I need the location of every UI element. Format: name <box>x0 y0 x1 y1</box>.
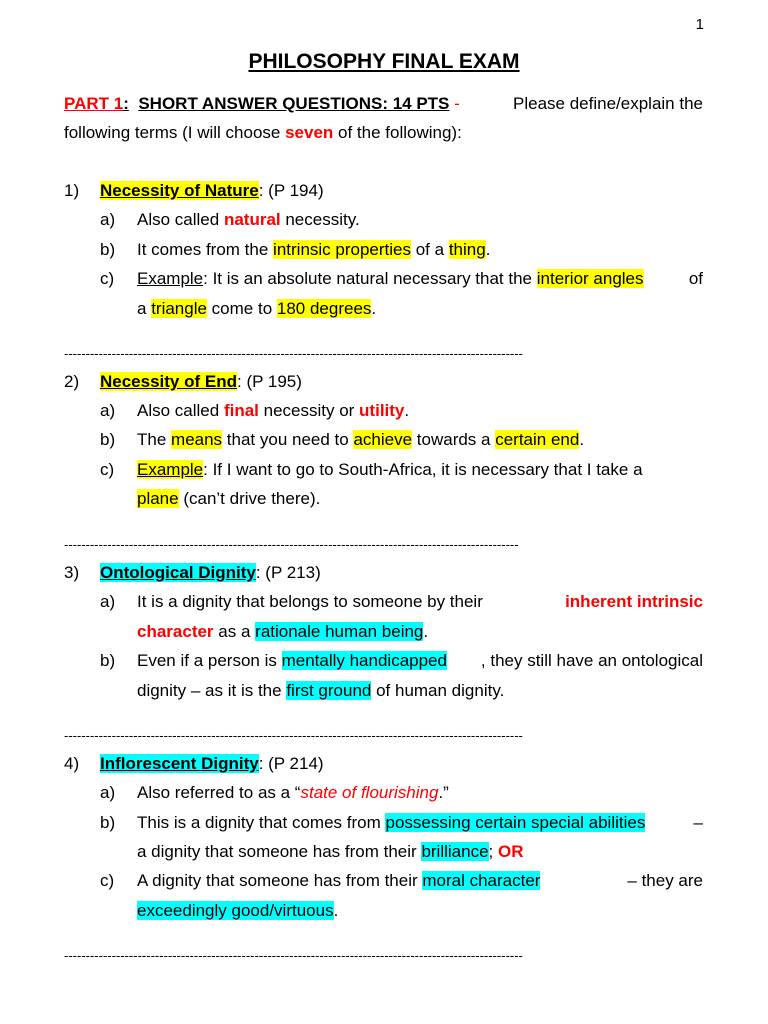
term: Inflorescent Dignity <box>100 754 259 773</box>
page-number: 1 <box>695 16 704 33</box>
document-page: 1 PHILOSOPHY FINAL EXAM PART 1: SHORT ANSWER QUESTIONS: 14 PTS - Please define/explain the following terms (I will choose seven of the following): 1) Necessity of Nature: (P 194) a) Also called natural necessity. b) It comes from the intrinsic properties of a thing. c) Example: It is an absolute natural necessary that the interior angles of a triangle come to 180 degrees. ---------------------------------------------------------------------------------------------------------- 2) Necessity of End: (P 195) a) Also called final necessity or utility. b) The means that you need to achieve towards a certain end. c) Example: If I want to go to South-Africa, it is necessary that I take a plane (can’t drive there). --------------------------------------------------------------------------------------------------------- 3) Ontological Dignity: (P 213) a) It is a dignity that belongs to someone by their inherent intrinsic character as a rationale human being. b) Even if a person is mentally handicapped , they still have an ontological dignity – as it is the first ground of human dignity. ---------------------------------------------------------------------------------------------------------- 4) Inflorescent Dignity: (P 214) a) Also referred to as a “state of flourishing.” b) This is a dignity that comes from possessing certain special abilities – a dignity that someone has from their brilliance; OR c) A dignity that someone has from their moral character – they are exceedingly good/virtuous. ---------------------------------------------------------------------------------------------------------- <box>0 0 768 1024</box>
list-item-continued: plane (can’t drive there). <box>137 489 321 508</box>
item-number: 1) <box>64 181 80 200</box>
list-item: It comes from the intrinsic properties of a thing. <box>137 240 491 259</box>
list-item: This is a dignity that comes from possessing certain special abilities – <box>137 813 703 832</box>
separator-line: ---------------------------------------------------------------------------------------------------------- <box>64 949 523 963</box>
list-item: A dignity that someone has from their moral character – they are <box>137 871 703 890</box>
part-intro-line-1: PART 1: SHORT ANSWER QUESTIONS: 14 PTS - Please define/explain the <box>64 94 703 113</box>
item-heading: Inflorescent Dignity: (P 214) <box>100 754 324 773</box>
separator-line: --------------------------------------------------------------------------------------------------------- <box>64 538 519 552</box>
list-item: Example: It is an absolute natural necessary that the interior angles of <box>137 269 703 288</box>
separator-line: ---------------------------------------------------------------------------------------------------------- <box>64 347 523 361</box>
item-number: 3) <box>64 563 80 582</box>
list-item: Also called final necessity or utility. <box>137 401 410 420</box>
term: Ontological Dignity <box>100 563 256 582</box>
term: Necessity of Nature <box>100 181 259 200</box>
list-item-continued: a dignity that someone has from their brilliance; OR <box>137 842 524 861</box>
part-intro-line-2: following terms (I will choose seven of the following): <box>64 123 462 142</box>
list-item: The means that you need to achieve towards a certain end. <box>137 430 585 449</box>
list-item: Also called natural necessity. <box>137 210 360 229</box>
part-heading: SHORT ANSWER QUESTIONS: 14 PTS <box>138 94 450 113</box>
list-item-continued: character as a rationale human being. <box>137 622 429 641</box>
list-item-continued: a triangle come to 180 degrees. <box>137 299 377 318</box>
item-heading: Necessity of Nature: (P 194) <box>100 181 324 200</box>
list-item: Even if a person is mentally handicapped , they still have an ontological <box>137 651 703 670</box>
list-item: It is a dignity that belongs to someone by their inherent intrinsic <box>137 592 703 611</box>
separator-line: ---------------------------------------------------------------------------------------------------------- <box>64 729 523 743</box>
item-number: 2) <box>64 372 80 391</box>
page-title: PHILOSOPHY FINAL EXAM <box>248 50 520 73</box>
list-item-continued: dignity – as it is the first ground of human dignity. <box>137 681 505 700</box>
list-item-continued: exceedingly good/virtuous. <box>137 901 339 920</box>
item-heading: Ontological Dignity: (P 213) <box>100 563 321 582</box>
item-number: 4) <box>64 754 80 773</box>
part-label: PART 1 <box>64 94 124 113</box>
list-item: Also referred to as a “state of flourishing.” <box>137 783 449 802</box>
term: Necessity of End <box>100 372 237 391</box>
list-item: Example: If I want to go to South-Africa, it is necessary that I take a <box>137 460 643 479</box>
item-heading: Necessity of End: (P 195) <box>100 372 302 391</box>
